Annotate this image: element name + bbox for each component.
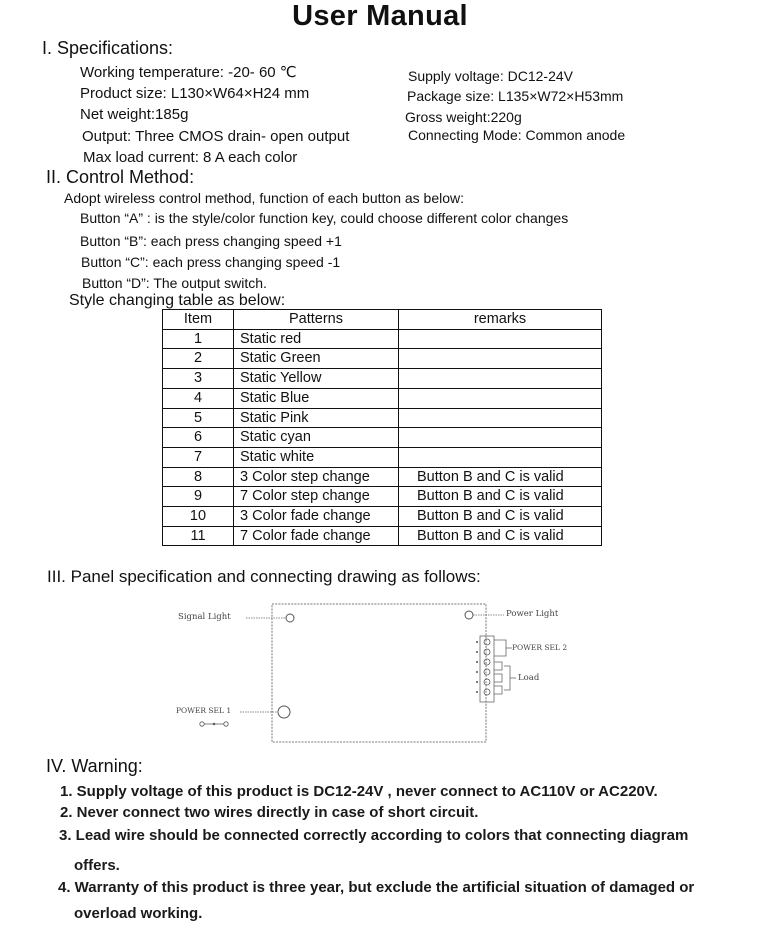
- table-row: [163, 369, 602, 389]
- control-heading: II. Control Method:: [46, 167, 195, 187]
- table-row: [163, 447, 602, 467]
- warning-item-1: 1. Supply voltage of this product is DC12-24V , never connect to AC110V or AC220V.: [60, 783, 658, 800]
- panel-heading: III. Panel specification and connecting drawing as follows:: [47, 567, 481, 586]
- warning-item-3: 3. Lead wire should be connected correctly according to colors that connecting diagram: [59, 827, 689, 844]
- column-header-remarks: remarks: [399, 310, 602, 330]
- button-c-description: Button “C”: each press changing speed -1: [81, 254, 341, 270]
- table-row: [163, 329, 602, 349]
- warning-item-2: 2. Never connect two wires directly in case of short circuit.: [60, 804, 479, 821]
- cell-remarks: Button B and C is valid: [399, 467, 602, 487]
- power-light-label: Power Light: [506, 609, 559, 619]
- load-bracket: [504, 666, 510, 690]
- cell-pattern: Static Green: [234, 349, 399, 369]
- cell-item: 3: [163, 369, 234, 389]
- spec-heading: I. Specifications:: [42, 38, 174, 58]
- button-a-description: Button “A” : is the style/color function key, could choose different color changes: [80, 210, 569, 226]
- cell-pattern: Static red: [234, 329, 399, 349]
- cell-pattern: Static cyan: [234, 428, 399, 448]
- column-header-patterns: Patterns: [234, 310, 399, 330]
- warning-heading: IV. Warning:: [46, 756, 143, 776]
- power-light-icon: [465, 611, 473, 619]
- terminal-screw-icon: [484, 679, 490, 685]
- cell-remarks: Button B and C is valid: [399, 526, 602, 546]
- cell-pattern: 7 Color fade change: [234, 526, 399, 546]
- terminal-screw-icon: [484, 649, 490, 655]
- cell-remarks: [399, 329, 602, 349]
- cell-item: 4: [163, 388, 234, 408]
- cell-remarks: [399, 388, 602, 408]
- load-label: Load: [518, 673, 540, 683]
- cell-remarks: [399, 349, 602, 369]
- cell-item: 11: [163, 526, 234, 546]
- cell-item: 8: [163, 467, 234, 487]
- cell-remarks: [399, 447, 602, 467]
- cell-item: 7: [163, 447, 234, 467]
- cell-pattern: 3 Color step change: [234, 467, 399, 487]
- cell-item: 10: [163, 507, 234, 527]
- table-row: [163, 388, 602, 408]
- cell-item: 2: [163, 349, 234, 369]
- spec-connecting-mode: Connecting Mode: Common anode: [408, 127, 626, 143]
- cell-pattern: Static white: [234, 447, 399, 467]
- spec-gross-weight: Gross weight:220g: [405, 109, 522, 125]
- spec-net-weight: Net weight:185g: [80, 106, 189, 123]
- terminal-screw-icon: [484, 659, 490, 665]
- table-row: [163, 467, 602, 487]
- terminal-screw-icon: [484, 669, 490, 675]
- table-caption: Style changing table as below:: [69, 292, 286, 309]
- button-b-description: Button “B”: each press changing speed +1: [80, 233, 342, 249]
- cell-remarks: Button B and C is valid: [399, 507, 602, 527]
- control-intro: Adopt wireless control method, function of each button as below:: [64, 190, 465, 206]
- spec-package-size: Package size: L135×W72×H53mm: [407, 88, 624, 104]
- cell-remarks: [399, 408, 602, 428]
- signal-light-icon: [286, 614, 294, 622]
- signal-light-label: Signal Light: [178, 612, 231, 622]
- power-sel-1-label: POWER SEL 1: [176, 706, 232, 715]
- cell-item: 5: [163, 408, 234, 428]
- connecting-drawing: [168, 596, 588, 746]
- cell-item: 9: [163, 487, 234, 507]
- table-row: [163, 526, 602, 546]
- table-row: [163, 507, 602, 527]
- cell-remarks: Button B and C is valid: [399, 487, 602, 507]
- style-changing-table: [162, 309, 602, 546]
- power-sel-1-icon: [278, 706, 290, 718]
- cell-pattern: Static Yellow: [234, 369, 399, 389]
- terminal-screw-icon: [484, 689, 490, 695]
- spec-supply-voltage: Supply voltage: DC12-24V: [408, 68, 573, 84]
- spec-product-size: Product size: L130×W64×H24 mm: [80, 85, 310, 102]
- cell-remarks: [399, 428, 602, 448]
- table-row: [163, 487, 602, 507]
- table-row: [163, 428, 602, 448]
- table-header-row: [163, 310, 602, 330]
- cell-remarks: [399, 369, 602, 389]
- panel-outline: [272, 604, 486, 742]
- page-title: User Manual: [292, 0, 468, 32]
- power-sel-2-bracket: [494, 640, 506, 656]
- terminal-screw-icon: [484, 639, 490, 645]
- spec-max-load-current: Max load current: 8 A each color: [83, 149, 298, 166]
- cell-pattern: Static Pink: [234, 408, 399, 428]
- column-header-item: Item: [163, 310, 234, 330]
- power-sel-2-label: POWER SEL 2: [512, 643, 568, 652]
- spec-working-temperature: Working temperature: -20- 60 ℃: [80, 64, 297, 81]
- cell-pattern: Static Blue: [234, 388, 399, 408]
- table-row: [163, 349, 602, 369]
- spec-output: Output: Three CMOS drain- open output: [82, 128, 350, 145]
- warning-item-3-continued: offers.: [74, 857, 120, 874]
- cell-pattern: 3 Color fade change: [234, 507, 399, 527]
- table-row: [163, 408, 602, 428]
- warning-item-4: 4. Warranty of this product is three year, but exclude the artificial situation of damaged or: [58, 879, 695, 896]
- warning-item-4-continued: overload working.: [74, 905, 203, 922]
- cell-item: 1: [163, 329, 234, 349]
- button-d-description: Button “D”: The output switch.: [82, 275, 267, 291]
- cell-item: 6: [163, 428, 234, 448]
- cell-pattern: 7 Color step change: [234, 487, 399, 507]
